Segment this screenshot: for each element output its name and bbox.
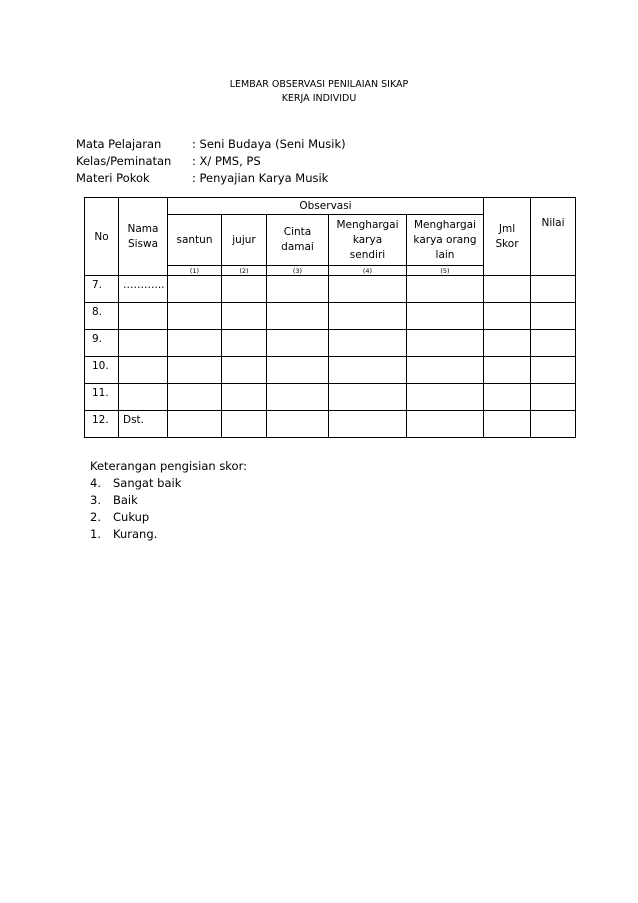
nilai-cell[interactable] bbox=[531, 303, 576, 330]
observation-table bbox=[84, 197, 576, 438]
meta-info bbox=[76, 136, 346, 187]
legend-score: 2. bbox=[90, 510, 101, 524]
nilai-cell[interactable] bbox=[531, 276, 576, 303]
score-cell[interactable] bbox=[329, 330, 407, 357]
header-aspect-cinta-damai: Cinta damai bbox=[267, 215, 329, 266]
score-cell[interactable] bbox=[267, 357, 329, 384]
list-item bbox=[90, 492, 247, 509]
score-cell[interactable] bbox=[407, 411, 484, 438]
aspect-code: (4) bbox=[329, 266, 407, 276]
header-aspect-santun: santun bbox=[168, 215, 222, 266]
score-cell[interactable] bbox=[329, 303, 407, 330]
meta-label: Mata Pelajaran bbox=[76, 137, 162, 151]
meta-label: Materi Pokok bbox=[76, 171, 150, 185]
meta-row-topic bbox=[76, 170, 346, 187]
row-number: 8. bbox=[85, 303, 119, 330]
nilai-cell[interactable] bbox=[531, 384, 576, 411]
score-cell[interactable] bbox=[407, 384, 484, 411]
score-cell[interactable] bbox=[168, 330, 222, 357]
jml-skor-cell[interactable] bbox=[484, 357, 531, 384]
row-student-name: Dst. bbox=[119, 411, 168, 438]
legend-score: 1. bbox=[90, 527, 101, 541]
aspect-code: (1) bbox=[168, 266, 222, 276]
score-cell[interactable] bbox=[407, 303, 484, 330]
score-cell[interactable] bbox=[267, 330, 329, 357]
score-cell[interactable] bbox=[222, 411, 267, 438]
row-number: 9. bbox=[85, 330, 119, 357]
row-student-name bbox=[119, 384, 168, 411]
score-cell[interactable] bbox=[267, 411, 329, 438]
document-title bbox=[0, 78, 638, 106]
score-cell[interactable] bbox=[329, 357, 407, 384]
score-cell[interactable] bbox=[168, 276, 222, 303]
row-number: 7. bbox=[85, 276, 119, 303]
score-cell[interactable] bbox=[329, 411, 407, 438]
legend-score: 4. bbox=[90, 476, 101, 490]
score-legend bbox=[90, 458, 247, 543]
table-row bbox=[85, 330, 576, 357]
table-row bbox=[85, 411, 576, 438]
table-row bbox=[85, 276, 576, 303]
header-aspect-jujur: jujur bbox=[222, 215, 267, 266]
title-line-2: KERJA INDIVIDU bbox=[281, 93, 357, 104]
title-line-1: LEMBAR OBSERVASI PENILAIAN SIKAP bbox=[229, 79, 409, 90]
table-row bbox=[85, 357, 576, 384]
row-number: 12. bbox=[85, 411, 119, 438]
score-cell[interactable] bbox=[329, 384, 407, 411]
legend-text: Sangat baik bbox=[113, 476, 182, 490]
row-student-name bbox=[119, 357, 168, 384]
aspect-code: (3) bbox=[267, 266, 329, 276]
list-item bbox=[90, 475, 247, 492]
jml-skor-cell[interactable] bbox=[484, 411, 531, 438]
nilai-cell[interactable] bbox=[531, 330, 576, 357]
meta-row-subject bbox=[76, 136, 346, 153]
jml-skor-cell[interactable] bbox=[484, 276, 531, 303]
score-cell[interactable] bbox=[168, 384, 222, 411]
score-cell[interactable] bbox=[222, 357, 267, 384]
legend-text: Baik bbox=[113, 493, 138, 507]
meta-value: : X/ PMS, PS bbox=[192, 154, 261, 168]
meta-value: : Seni Budaya (Seni Musik) bbox=[192, 137, 346, 151]
header-aspect-menghargai-karya-sendiri: Menghargai karya sendiri bbox=[329, 215, 407, 266]
row-student-name bbox=[119, 303, 168, 330]
meta-value: : Penyajian Karya Musik bbox=[192, 171, 329, 185]
list-item bbox=[90, 526, 247, 543]
meta-label: Kelas/Peminatan bbox=[76, 154, 172, 168]
header-observasi: Observasi bbox=[168, 198, 484, 215]
legend-score: 3. bbox=[90, 493, 101, 507]
score-cell[interactable] bbox=[267, 384, 329, 411]
list-item bbox=[90, 509, 247, 526]
row-student-name: ………... bbox=[119, 276, 168, 303]
score-cell[interactable] bbox=[407, 357, 484, 384]
nilai-cell[interactable] bbox=[531, 357, 576, 384]
row-number: 11. bbox=[85, 384, 119, 411]
row-student-name bbox=[119, 330, 168, 357]
table-row bbox=[85, 384, 576, 411]
table-row bbox=[85, 303, 576, 330]
jml-skor-cell[interactable] bbox=[484, 330, 531, 357]
score-cell[interactable] bbox=[168, 303, 222, 330]
score-cell[interactable] bbox=[222, 330, 267, 357]
aspect-code: (5) bbox=[407, 266, 484, 276]
header-jml-skor: Jml Skor bbox=[484, 198, 531, 276]
score-cell[interactable] bbox=[222, 384, 267, 411]
aspect-code: (2) bbox=[222, 266, 267, 276]
header-nilai: Nilai bbox=[531, 198, 576, 276]
jml-skor-cell[interactable] bbox=[484, 303, 531, 330]
score-cell[interactable] bbox=[407, 330, 484, 357]
score-cell[interactable] bbox=[329, 276, 407, 303]
score-cell[interactable] bbox=[267, 276, 329, 303]
legend-heading: Keterangan pengisian skor: bbox=[90, 459, 247, 473]
nilai-cell[interactable] bbox=[531, 411, 576, 438]
row-number: 10. bbox=[85, 357, 119, 384]
score-cell[interactable] bbox=[222, 276, 267, 303]
jml-skor-cell[interactable] bbox=[484, 384, 531, 411]
score-cell[interactable] bbox=[222, 303, 267, 330]
score-cell[interactable] bbox=[168, 411, 222, 438]
score-cell[interactable] bbox=[407, 276, 484, 303]
meta-row-class bbox=[76, 153, 346, 170]
legend-text: Cukup bbox=[113, 510, 150, 524]
header-no: No bbox=[85, 198, 119, 276]
header-nama-siswa: Nama Siswa bbox=[119, 198, 168, 276]
score-cell[interactable] bbox=[267, 303, 329, 330]
header-aspect-menghargai-karya-orang-lain: Menghargai karya orang lain bbox=[407, 215, 484, 266]
score-cell[interactable] bbox=[168, 357, 222, 384]
legend-text: Kurang. bbox=[113, 527, 158, 541]
